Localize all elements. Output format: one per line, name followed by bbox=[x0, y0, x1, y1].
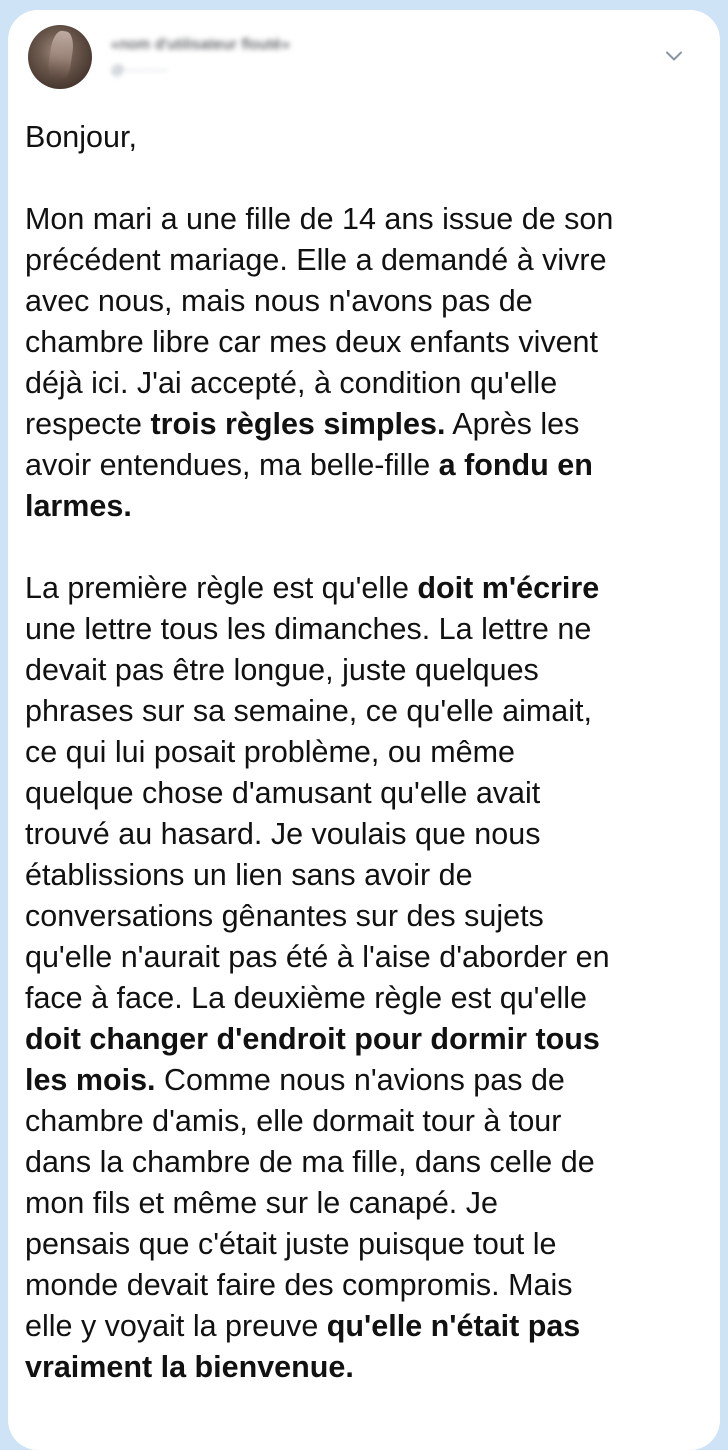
text-line bbox=[25, 1306, 715, 1347]
text-line: devait pas être longue, juste quelques bbox=[25, 653, 539, 687]
tweet-card bbox=[8, 10, 720, 1450]
bold-segment: trois règles simples. bbox=[150, 407, 446, 441]
text-line bbox=[25, 404, 715, 445]
text-line: chambre d'amis, elle dormait tour à tour bbox=[25, 1104, 562, 1138]
text-segment: respecte bbox=[25, 407, 151, 441]
text-line: pensais que c'était juste puisque tout le bbox=[25, 1227, 557, 1261]
text-line: phrases sur sa semaine, ce qu'elle aimait, bbox=[25, 694, 592, 728]
text-line: trouvé au hasard. Je voulais que nous bbox=[25, 817, 541, 851]
text-segment: Après les bbox=[445, 407, 580, 441]
bold-segment: les mois. bbox=[25, 1063, 156, 1097]
text-line bbox=[25, 486, 715, 527]
avatar-image bbox=[47, 30, 75, 81]
text-line: face à face. La deuxième règle est qu'elle bbox=[25, 981, 587, 1015]
text-line: précédent mariage. Elle a demandé à vivre bbox=[25, 243, 607, 277]
bold-segment: a fondu en bbox=[438, 448, 593, 482]
paragraph-2 bbox=[25, 568, 715, 1388]
greeting-line: Bonjour, bbox=[25, 120, 137, 154]
chevron-down-icon[interactable] bbox=[662, 44, 686, 68]
text-line: monde devait faire des compromis. Mais bbox=[25, 1268, 573, 1302]
text-line: qu'elle n'aurait pas été à l'aise d'aborder en bbox=[25, 940, 610, 974]
text-line: Mon mari a une fille de 14 ans issue de son bbox=[25, 202, 614, 236]
text-line: conversations gênantes sur des sujets bbox=[25, 899, 544, 933]
bold-segment: doit m'écrire bbox=[417, 571, 600, 605]
text-line: ce qui lui posait problème, ou même bbox=[25, 735, 515, 769]
text-line: chambre libre car mes deux enfants vivent bbox=[25, 325, 598, 359]
text-line bbox=[25, 1019, 715, 1060]
bold-segment: doit changer d'endroit pour dormir tous bbox=[25, 1022, 600, 1056]
text-segment: elle y voyait la preuve bbox=[25, 1309, 327, 1343]
author-name[interactable]: «nom d'utilisateur flouté» bbox=[111, 36, 291, 53]
tweet-text bbox=[25, 117, 715, 1429]
author-handle[interactable]: @·········· bbox=[111, 62, 168, 77]
paragraph-1 bbox=[25, 199, 715, 527]
bold-segment: larmes. bbox=[25, 489, 132, 523]
text-line: quelque chose d'amusant qu'elle avait bbox=[25, 776, 541, 810]
bold-segment: qu'elle n'était pas bbox=[326, 1309, 581, 1343]
greeting-paragraph bbox=[25, 117, 715, 158]
text-line bbox=[25, 1060, 715, 1101]
text-segment: La première règle est qu'elle bbox=[25, 571, 418, 605]
bold-segment: vraiment la bienvenue. bbox=[25, 1350, 354, 1384]
text-line: une lettre tous les dimanches. La lettre ne bbox=[25, 612, 592, 646]
text-line bbox=[25, 1347, 715, 1388]
text-line bbox=[25, 445, 715, 486]
text-line: mon fils et même sur le canapé. Je bbox=[25, 1186, 498, 1220]
text-segment: Comme nous n'avions pas de bbox=[155, 1063, 565, 1097]
avatar[interactable] bbox=[28, 25, 92, 89]
text-line: déjà ici. J'ai accepté, à condition qu'elle bbox=[25, 366, 558, 400]
text-segment: avoir entendues, ma belle-fille bbox=[25, 448, 439, 482]
text-line: dans la chambre de ma fille, dans celle de bbox=[25, 1145, 595, 1179]
text-line: établissions un lien sans avoir de bbox=[25, 858, 473, 892]
text-line: avec nous, mais nous n'avons pas de bbox=[25, 284, 533, 318]
text-line bbox=[25, 568, 715, 609]
